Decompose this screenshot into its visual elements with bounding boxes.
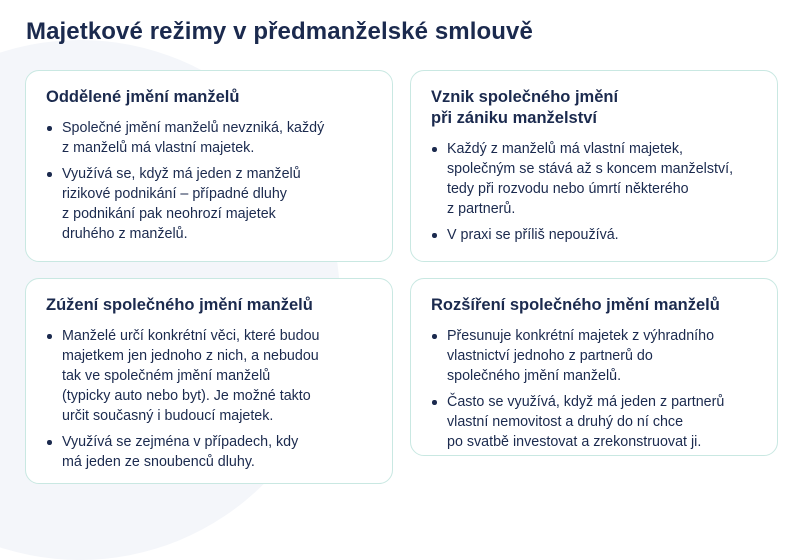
page-title: Majetkové režimy v předmanželské smlouvě [26, 18, 533, 45]
bullet-line: V praxi se příliš nepoužívá. [447, 227, 619, 243]
bullet-line: Manželé určí konkrétní věci, které budou [62, 328, 320, 344]
bullet-line: z partnerů. [447, 201, 516, 217]
card-oddelene-jmeni [25, 70, 393, 262]
card-title-line: při zániku manželství [431, 109, 597, 127]
bullet-line: vlastní nemovitost a druhý do ní chce [447, 414, 684, 430]
bullet-item [46, 326, 376, 426]
bullet-list [431, 139, 761, 245]
bullet-line: Přesunuje konkrétní majetek z výhradního [447, 328, 715, 344]
bullet-line: Využívá se zejména v případech, kdy [62, 434, 299, 450]
bullet-item [431, 392, 761, 452]
bullet-line: společného jmění manželů. [447, 368, 622, 384]
bullet-line: Využívá se, když má jeden z manželů [62, 166, 301, 182]
bullet-item [431, 225, 761, 245]
bullet-item [46, 118, 376, 158]
card-title-line: Vznik společného jmění [431, 88, 619, 106]
card-vznik-spolecneho-jmeni [410, 70, 778, 262]
bullet-item [46, 164, 376, 244]
bullet-line: rizikové podnikání – případné dluhy [62, 186, 287, 202]
card-title-line: Zúžení společného jmění manželů [46, 296, 313, 314]
bullet-item [431, 326, 761, 386]
bullet-line: (typicky auto nebo byt). Je možné takto [62, 388, 311, 404]
bullet-line: Často se využívá, když má jeden z partnerů [447, 394, 725, 410]
bullet-line: společným se stává až s koncem manželství, [447, 161, 734, 177]
bullet-line: tak ve společném jmění manželů [62, 368, 271, 384]
bullet-line: vlastnictví jednoho z partnerů do [447, 348, 653, 364]
card-rozsireni-spolecneho-jmeni [410, 278, 778, 456]
card-title [46, 295, 376, 316]
bullet-line: z podnikání pak neohrozí majetek [62, 206, 276, 222]
card-title [431, 295, 761, 316]
card-title-line: Rozšíření společného jmění manželů [431, 296, 720, 314]
bullet-line: má jeden ze snoubenců dluhy. [62, 454, 255, 470]
bullet-line: druhého z manželů. [62, 226, 188, 242]
card-title [431, 87, 761, 129]
card-zuzeni-spolecneho-jmeni [25, 278, 393, 484]
bullet-list [431, 326, 761, 452]
card-title [46, 87, 376, 108]
bullet-line: Společné jmění manželů nevzniká, každý [62, 120, 325, 136]
bullet-line: tedy při rozvodu nebo úmrtí některého [447, 181, 689, 197]
bullet-list [46, 326, 376, 472]
bullet-line: určit současný i budoucí majetek. [62, 408, 274, 424]
bullet-item [46, 432, 376, 472]
bullet-line: z manželů má vlastní majetek. [62, 140, 255, 156]
bullet-line: Každý z manželů má vlastní majetek, [447, 141, 683, 157]
bullet-list [46, 118, 376, 244]
card-title-line: Oddělené jmění manželů [46, 88, 240, 106]
bullet-line: majetkem jen jednoho z nich, a nebudou [62, 348, 319, 364]
bullet-line: po svatbě investovat a zrekonstruovat ji. [447, 434, 702, 450]
bullet-item [431, 139, 761, 219]
